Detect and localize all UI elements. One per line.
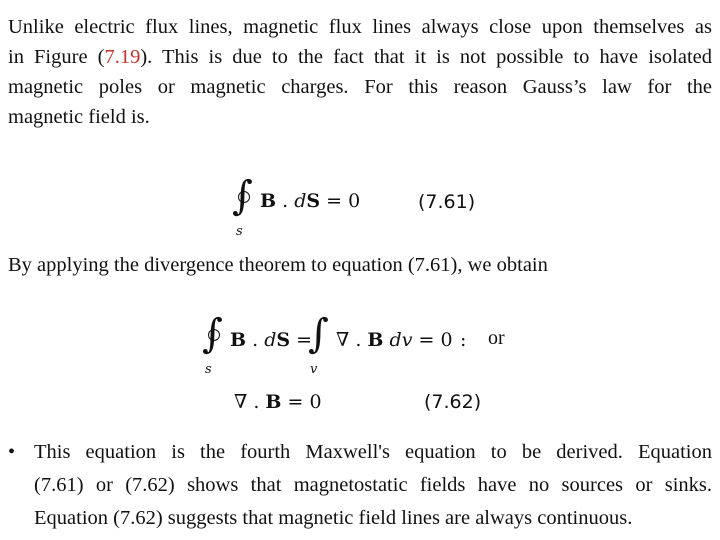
vector-B: B: [260, 190, 277, 212]
volume-integral-sign: ∫: [308, 311, 329, 357]
bullet-line-3: Equation (7.62) suggests that magnetic field lines are always continuous.: [34, 507, 633, 529]
bullet-paragraph: [34, 436, 712, 535]
intro-line-2-end: ). This is due to the fact that it is not possible to have isolated: [140, 46, 712, 68]
intro-line-2: [8, 42, 712, 72]
bullet-line-1: This equation is the fourth Maxwell's equation to be derived. Equation: [34, 441, 712, 463]
integral-subscript-s: s: [236, 224, 243, 239]
integral-subscript-s: s: [205, 362, 212, 377]
volume-integral-expression: [336, 329, 453, 351]
dot-operator: .: [253, 391, 260, 413]
surface-integral-expression: [230, 329, 312, 351]
closed-surface-integral-sign: ∫: [202, 311, 223, 357]
equation-number-7-61: (7.61): [418, 191, 476, 213]
equals-sign: =: [296, 329, 313, 351]
equation-7-61-expression: [260, 190, 360, 212]
figure-reference-link[interactable]: 7.19: [104, 46, 141, 68]
colon-separator: :: [460, 329, 467, 351]
dot-operator: .: [252, 329, 259, 351]
dot-operator: .: [355, 329, 362, 351]
integral-subscript-v: v: [310, 362, 318, 377]
intro-line-4: magnetic field is.: [8, 106, 150, 128]
bullet-icon: •: [8, 441, 16, 463]
intro-line-1: Unlike electric flux lines, magnetic flux lines always close upon themselves as: [8, 16, 712, 38]
equation-7-62-expression: [234, 391, 322, 413]
nabla-operator: ∇: [234, 391, 248, 413]
nabla-operator: ∇: [336, 329, 350, 351]
vector-B: B: [367, 329, 384, 351]
middle-sentence: By applying the divergence theorem to equation (7.61), we obtain: [8, 254, 548, 276]
intro-line-2-start: in Figure (: [8, 46, 105, 68]
bullet-line-2: (7.61) or (7.62) shows that magnetostatic fields have no sources or sinks.: [34, 474, 712, 496]
differential-dv: dv: [389, 329, 413, 351]
vector-S: S: [276, 329, 291, 351]
closed-surface-integral-sign: ∫: [232, 173, 253, 219]
differential-d: d: [294, 190, 307, 212]
equals-zero: = 0: [418, 329, 453, 351]
differential-d: d: [264, 329, 277, 351]
equation-number-7-62: (7.62): [424, 391, 482, 413]
or-word: or: [488, 327, 505, 349]
dot-operator: .: [282, 190, 289, 212]
intro-paragraph: [8, 12, 712, 132]
vector-S: S: [306, 190, 321, 212]
equals-zero: = 0: [326, 190, 361, 212]
intro-line-3: magnetic poles or magnetic charges. For this reason Gauss’s law for the: [8, 76, 712, 98]
vector-B: B: [265, 391, 282, 413]
vector-B: B: [230, 329, 247, 351]
equals-zero: = 0: [287, 391, 322, 413]
